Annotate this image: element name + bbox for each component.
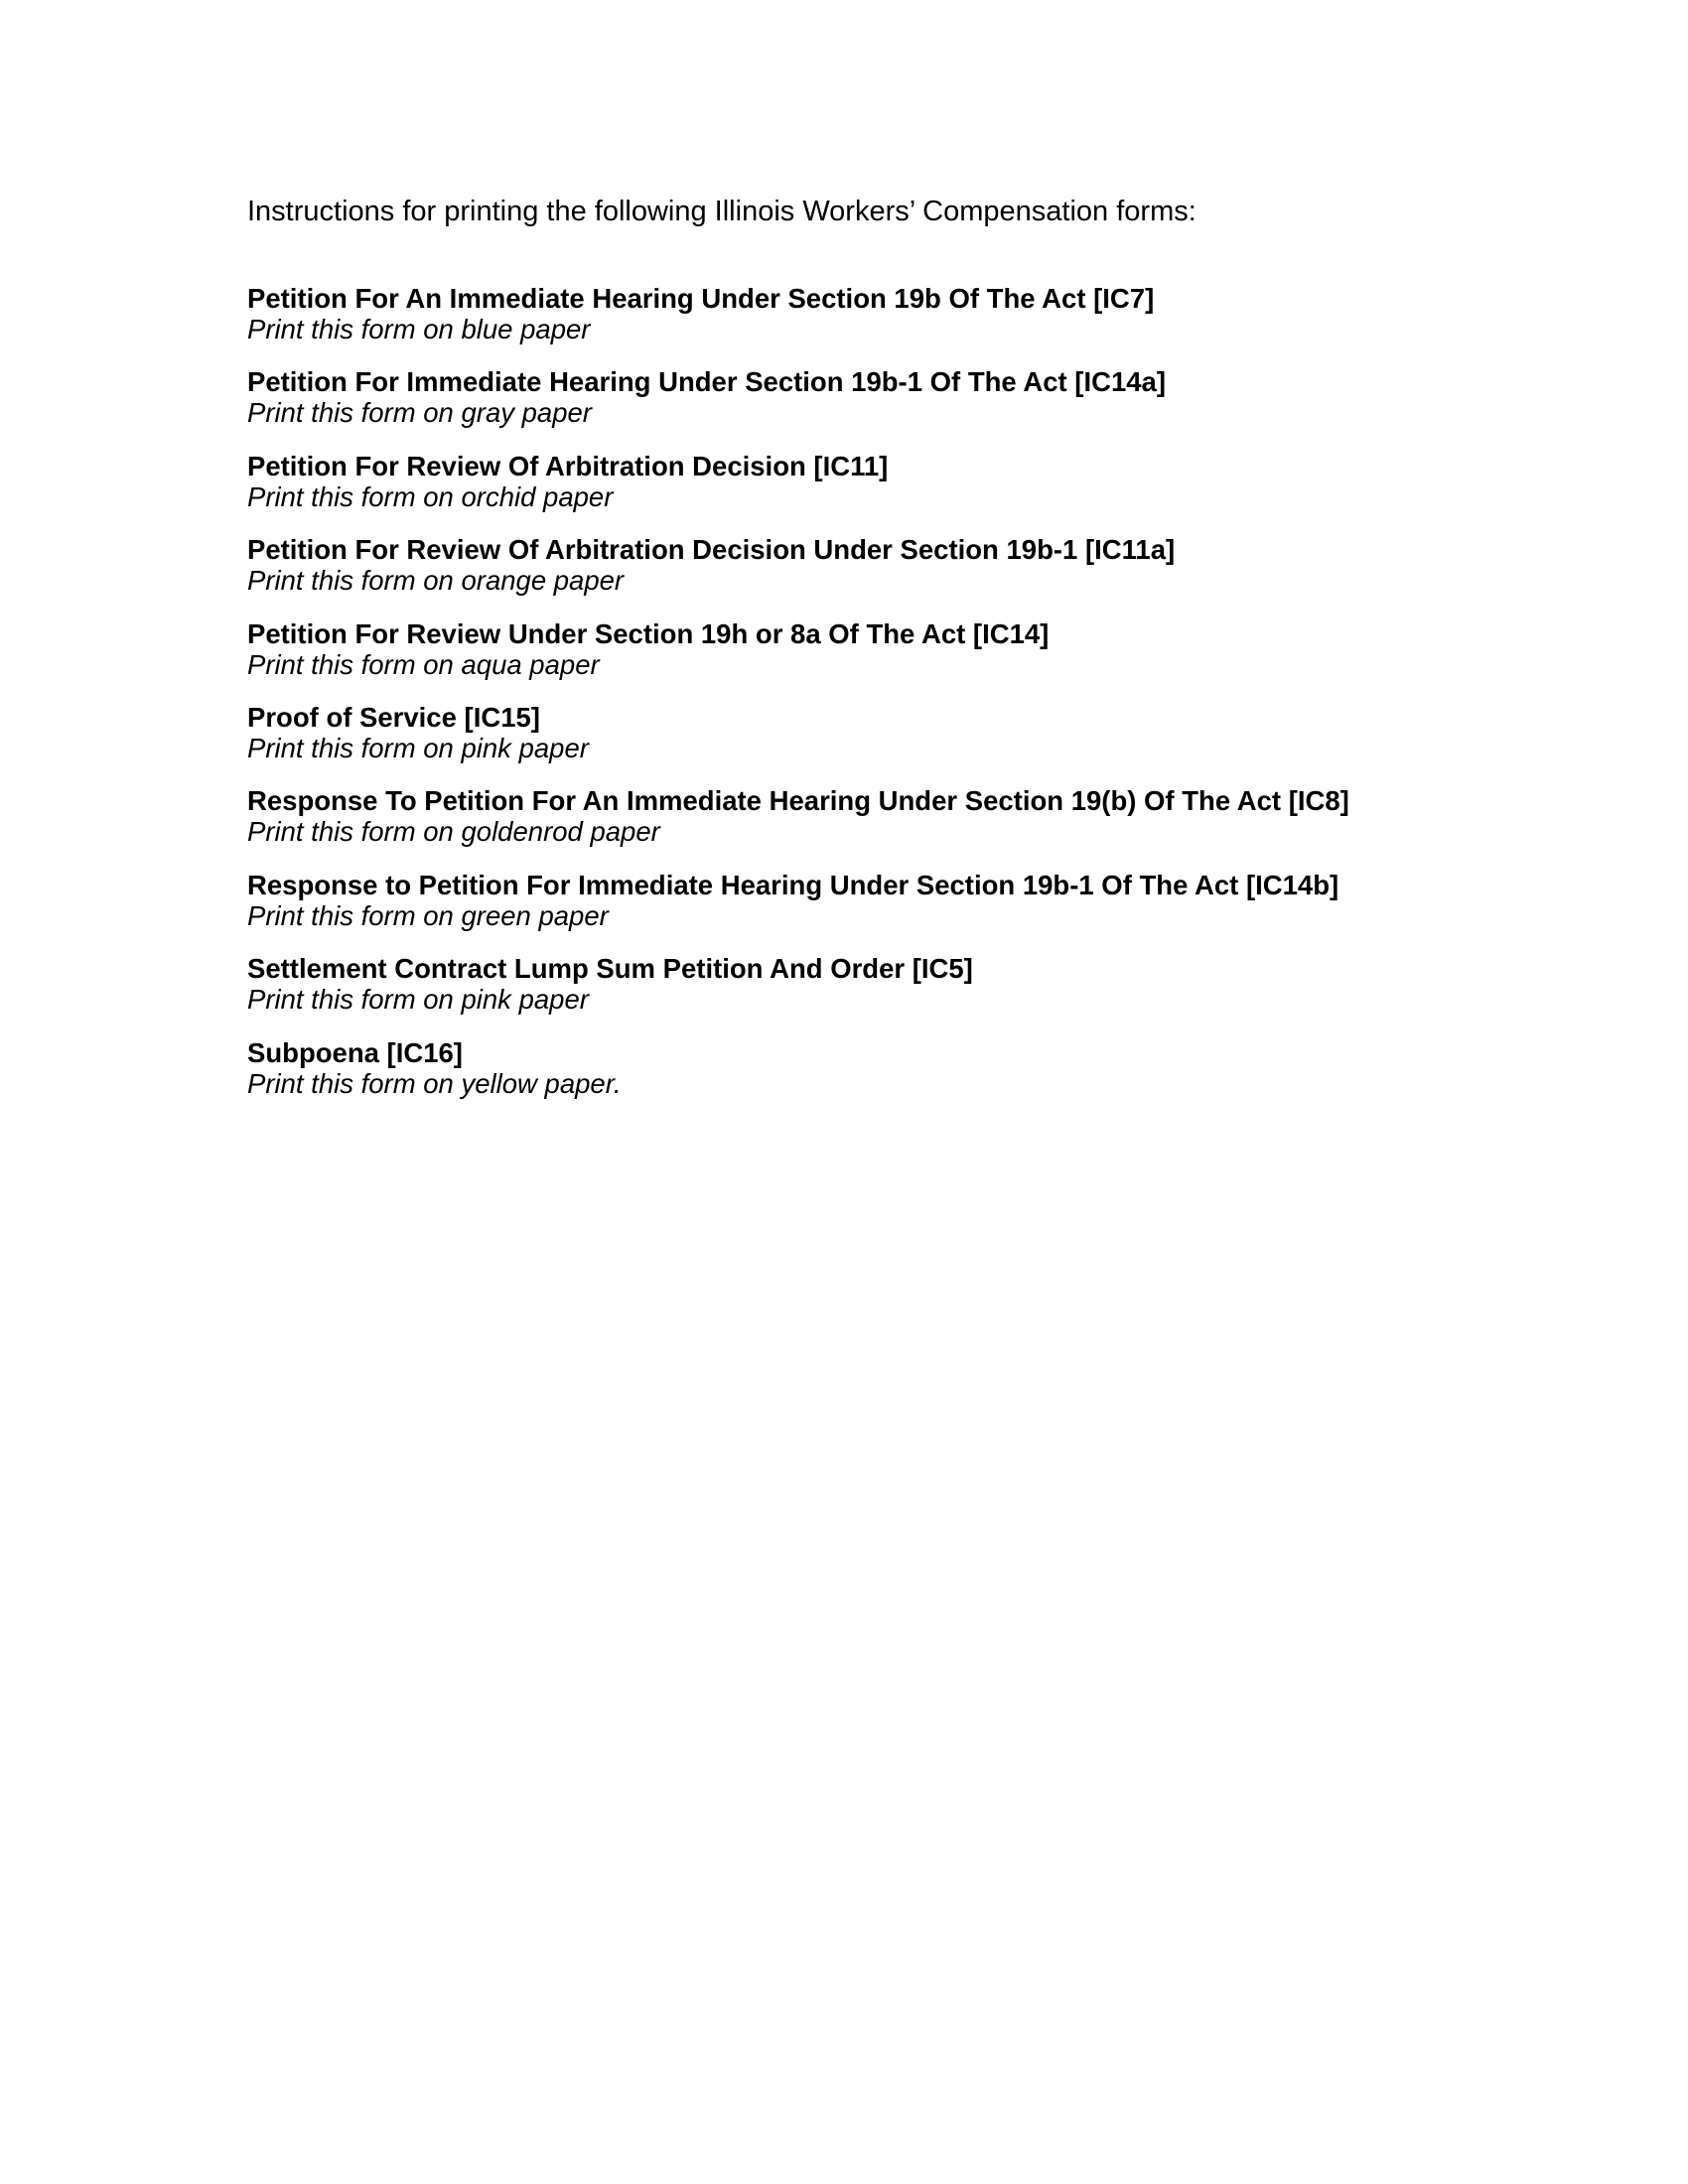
form-title: Petition For An Immediate Hearing Under Section 19b Of The Act [IC7] (247, 283, 1155, 314)
form-print-instruction: Print this form on blue paper (247, 314, 591, 344)
form-print-instruction: Print this form on green paper (247, 899, 609, 931)
form-title: Petition For Review Under Section 19h or 8a Of The Act [IC14] (247, 617, 1050, 649)
form-entry (247, 784, 1349, 868)
form-print-instruction: Print this form on orange paper (247, 565, 625, 597)
form-print-instruction: Print this form on yellow paper. (247, 1067, 622, 1099)
form-print-instruction: Print this form on goldenrod paper (247, 816, 660, 848)
form-title: Subpoena [IC16] (247, 1036, 463, 1068)
form-print-instruction: Print this form on aqua paper (247, 648, 600, 680)
form-print-instruction: Print this form on pink paper (247, 984, 589, 1016)
form-list (247, 282, 1349, 1120)
form-entry (247, 701, 1349, 784)
form-title: Response To Petition For An Immediate Hearing Under Section 19(b) Of The Act [IC8] (247, 785, 1349, 817)
form-title: Proof of Service [IC15] (247, 701, 540, 733)
form-title: Petition For Immediate Hearing Under Section 19b-1 Of The Act [IC14a] (247, 366, 1166, 398)
form-title: Response to Petition For Immediate Hearing Under Section 19b-1 Of The Act [IC14b] (247, 869, 1339, 900)
form-print-instruction: Print this form on pink paper (247, 732, 589, 763)
form-print-instruction: Print this form on gray paper (247, 397, 592, 429)
form-title: Settlement Contract Lump Sum Petition And Order [IC5] (247, 953, 973, 985)
form-entry (247, 365, 1349, 449)
form-entry (247, 1036, 1349, 1120)
form-entry (247, 617, 1349, 701)
form-entry (247, 952, 1349, 1035)
form-entry (247, 282, 1349, 365)
form-entry (247, 533, 1349, 616)
form-title: Petition For Review Of Arbitration Decision Under Section 19b-1 [IC11a] (247, 534, 1176, 566)
form-title: Petition For Review Of Arbitration Decision [IC11] (247, 450, 889, 481)
intro-text: Instructions for printing the following Illinois Workers’ Compensation forms: (247, 196, 1196, 227)
form-print-instruction: Print this form on orchid paper (247, 480, 614, 512)
form-entry (247, 869, 1349, 952)
form-entry (247, 450, 1349, 533)
